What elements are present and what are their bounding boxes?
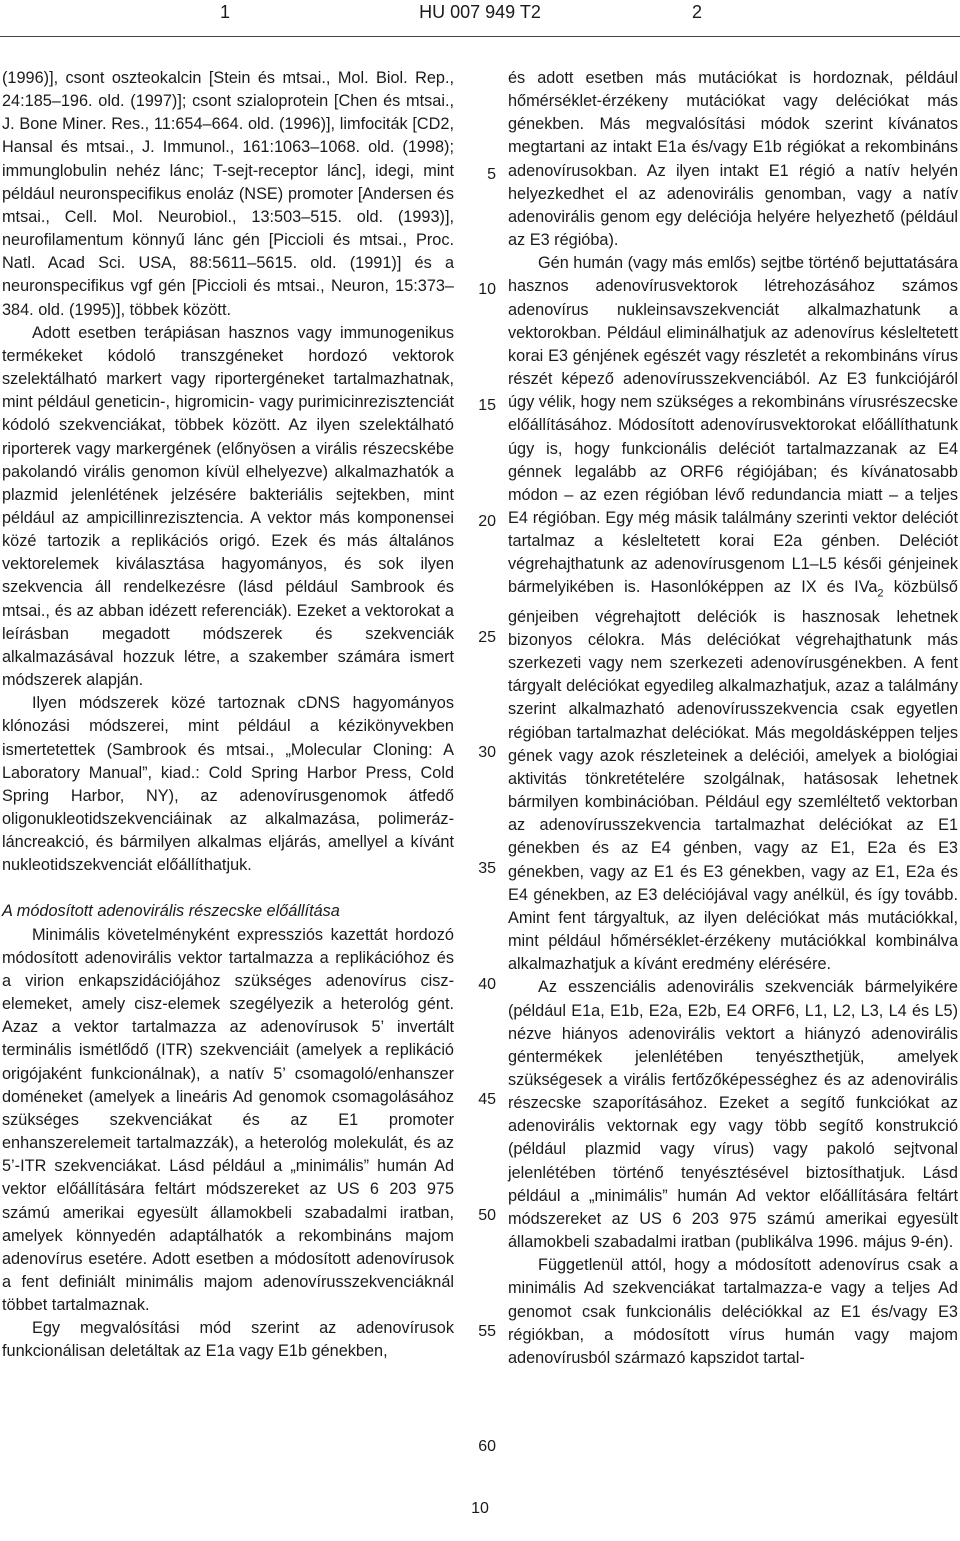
paragraph — [508, 252, 958, 976]
paragraph-text: Gén humán (vagy más emlős) sejtbe történő bejuttatására hasznos adenovírusvektorok létrehozásához számos adenovírus nukleinsavszekvenciát alkalmazhatunk a vektorokban. Például eliminálhatjuk az adenovírus késleltetett korai E3 génjének egészét vagy részletét a rekombináns vírus részét képező adenovírusszekvenciából. Az E3 funkciójáról úgy vélik, hogy nem szükséges a rekombináns vírusrészecske előállításához. Módosított adenovírusvektorokat előállíthatunk úgy is, hogy funkcionális deléciót tartalmazzanak az E4 génnek legalább az ORF6 régiójában; és kívánatosabb módon – az ezen régióban lévő redundancia miatt – a teljes E4 régióban. Egy még másik találmány szerinti vektor deléciót tartalmaz a késleltetett korai E2a génben. Deléciót végrehajthatunk az adenovírusgenom L1–L5 késői génjeinek bármelyikében is. Hasonlóképpen az IX és IVa — [508, 254, 958, 597]
page-header — [0, 0, 960, 44]
line-number: 5 — [487, 166, 496, 183]
line-number: 40 — [478, 976, 496, 993]
left-column — [2, 67, 454, 1364]
line-number: 30 — [478, 744, 496, 761]
left-page-number: 1 — [220, 2, 231, 22]
line-number: 15 — [478, 397, 496, 414]
subscript: 2 — [877, 587, 884, 600]
line-number: 60 — [478, 1438, 496, 1455]
paragraph: (1996)], csont oszteokalcin [Stein és mtsai., Mol. Biol. Rep., 24:185–196. old. (1997)]; csont szialoprotein [Chen és mtsai., J. Bone Miner. Res., 11:654–664. old. (1996)], limfociták [CD2, Hansal és mtsai., J. Immunol., 161:1063–1068. old. (1998); immunglobulin nehéz lánc; T-sejt-receptor lánc], idegi, mint például neuronspecifikus enoláz (NSE) promoter [Andersen és mtsai., Cell. Mol. Neurobiol., 13:503–515. old. (1993)], neurofilamentum könnyű lánc gén [Piccioli és mtsai., Proc. Natl. Acad Sci. USA, 88:5611–5615. old. (1991)] és a neuronspecifikus vgf gén [Piccioli és mtsai., Neuron, 15:373–384. old. (1995)], többek között. — [2, 69, 454, 319]
paragraph: és adott esetben más mutációkat is hordoznak, például hőmérséklet-érzékeny mutációkat vagy deléciókat más génekben. Más megvalósítási módok szerint kívánatos megtartani az intakt E1a és/vagy E1b régiókat a rekombináns adenovírusokban. Az ilyen intakt E1 régió a natív helyén helyezkedhet el az adenovirális genomban, vagy a natív adenovirális genom egy deléciója helyére helyezhető (például az E3 régióba). — [508, 69, 958, 250]
paragraph-text: közbülső génjeiben végrehajtott deléciók is hasznosak lehetnek bizonyos célokra. Más deléciókat végrehajthatunk más szerkezeti vagy nem szerkezeti adenovírusgénekben. A fent tárgyalt deléciókat egyedileg alkalmazhatjuk, azaz a találmány szerint alkalmazható adenovírusszekvencia csak egyetlen régióban tartalmazhat deléciókat. Más megoldásképpen teljes gének vagy azok részleteinek a deléciói, amelyek a biológiai aktivitás tönkretételére szolgálnak, hatásosak lehetnek bármilyen kombinációban. Például egy szemléltető vektorban az adenovírusszekvencia tartalmazhat deléciókat az E1 génekben és az E4 génben, vagy az E1, E2a és E3 génekben, vagy az E1 és E3 génekben, vagy az E1, E2a és E4 génekben, az E3 deléciójával vagy anélkül, és így tovább. Amint fent tárgyaltuk, az ilyen deléciókat más mutációkkal, mint például hőmérséklet-érzékeny mutációkkal kombinálva alkalmazhatjuk a kívánt eredmény elérésére. — [508, 578, 958, 974]
paragraph: Adott esetben terápiásan hasznos vagy immunogenikus termékeket kódoló transzgéneket hordozó vektorok szelektálható markert vagy riportergéneket tartalmazhatnak, mint például geneticin-, higromicin- vagy purimicinrezisztenciát kódoló szekvenciákat, többek között. Az ilyen szelektálható riporterek vagy markergének (előnyösen a virális részecskébe pakolandó virális genomon kívül elhelyezve) alkalmazhatók a plazmid jelenlétének jelzésére bakteriális sejtekben, mint például az ampicillinrezisztencia. A vektor más komponensei közé tartozik a replikációs origó. Ezek és más általános vektorelemek kiválasztása hagyományos, és sok ilyen szekvencia áll rendelkezésre (lásd például Sambrook és mtsai., és az abban idézett referenciák). Ezeket a vektorokat a leírásban megadott módszerek és szekvenciák alkalmazásával hozzuk létre, a szakember számára ismert módszerek alapján. — [2, 323, 454, 690]
paragraph: Az esszenciális adenovirális szekvenciák bármelyikére (például E1a, E1b, E2a, E2b, E4 ORF6, L1, L2, L3, L4 és L5) nézve hiányos adenovirális vektort a hiányzó adenovirális géntermékek jelenlétében tenyészthetjük, amelyek szükségesek a virális fertőzőképességhez és az adenovirális részecske szaporításához. Ezeket a segítő funkciókat az adenovirális vektornak egy vagy több segítő konstrukció (például plazmid vagy vírus) vagy pakoló sejtvonal jelenlétében történő tenyésztésével biztosíthatjuk. Lásd például a „minimális” humán Ad vektor előállítására feltárt módszereket az US 6 203 975 számú amerikai egyesült államokbeli szabadalmi iratban (publikálva 1996. május 9-én). — [508, 978, 958, 1252]
right-column — [508, 67, 958, 1370]
line-number: 20 — [478, 513, 496, 530]
line-number: 50 — [478, 1207, 496, 1224]
patent-id: HU 007 949 T2 — [419, 2, 541, 22]
line-number: 35 — [478, 860, 496, 877]
line-number: 45 — [478, 1091, 496, 1108]
footer-page-number: 10 — [471, 1500, 489, 1517]
paragraph: Függetlenül attól, hogy a módosított adenovírus csak a minimális Ad szekvenciákat tartalmazza-e vagy a teljes Ad genomot csak funkcionális deléciókkal az E1 és/vagy E3 régiókban, a módosított vírus humán vagy majom adenovírusból származó kapszidot tartal- — [508, 1256, 958, 1367]
right-page-number: 2 — [692, 2, 703, 22]
header-rule — [0, 36, 960, 37]
paragraph: Egy megvalósítási mód szerint az adenovírusok funkcionálisan deletáltak az E1a vagy E1b génekben, — [2, 1319, 454, 1361]
section-heading: A módosított adenovirális részecske előállítása — [2, 902, 340, 921]
paragraph: Ilyen módszerek közé tartoznak cDNS hagyományos klónozási módszerei, mint például a kézikönyvekben ismertetettek (Sambrook és mtsai., „Molecular Cloning: A Laboratory Manual”, kiad.: Cold Spring Harbor Press, Cold Spring Harbor, NY), az adenovírusgenomok átfedő oligonukleotidszekvenciáinak az alkalmazása, polimeráz-láncreakció, és bármilyen alkalmas eljárás, amellyel a kívánt nukleotidszekvenciát előállíthatjuk. — [2, 694, 454, 875]
line-number: 55 — [478, 1323, 496, 1340]
paragraph: Minimális követelményként expressziós kazettát hordozó módosított adenovirális vektor tartalmazza a replikációhoz és a virion enkapszidációjához szükséges adenovírus cisz-elemeket, amely cisz-elemek szegélyezik a heterológ gént. Azaz a vektor tartalmazza az adenovírusok 5’ invertált terminális ismétlődő (ITR) szekvenciáit (amelyek a replikáció origójaként funkcionálnak), a natív 5’ csomagoló/enhanszer doméneket (amelyek a lineáris Ad genomok csomagolásához szükséges szekvenciákat és az E1 promoter enhanszerelemeit tartalmazzák), a heterológ molekulát, és az 5’-ITR szekvenciákat. Lásd például a „minimális” humán Ad vektor előállítására feltárt módszereket az US 6 203 975 számú amerikai egyesült államokbeli szabadalmi iratban, amelyek könnyedén adaptálhatók a rekombináns majom adenovírus esetére. Adott esetben a módosított adenovírusok a fent definiált minimális majom adenovírusszekvenciáknál többet tartalmaznak. — [2, 925, 454, 1315]
line-number: 25 — [478, 629, 496, 646]
line-number: 10 — [478, 281, 496, 298]
